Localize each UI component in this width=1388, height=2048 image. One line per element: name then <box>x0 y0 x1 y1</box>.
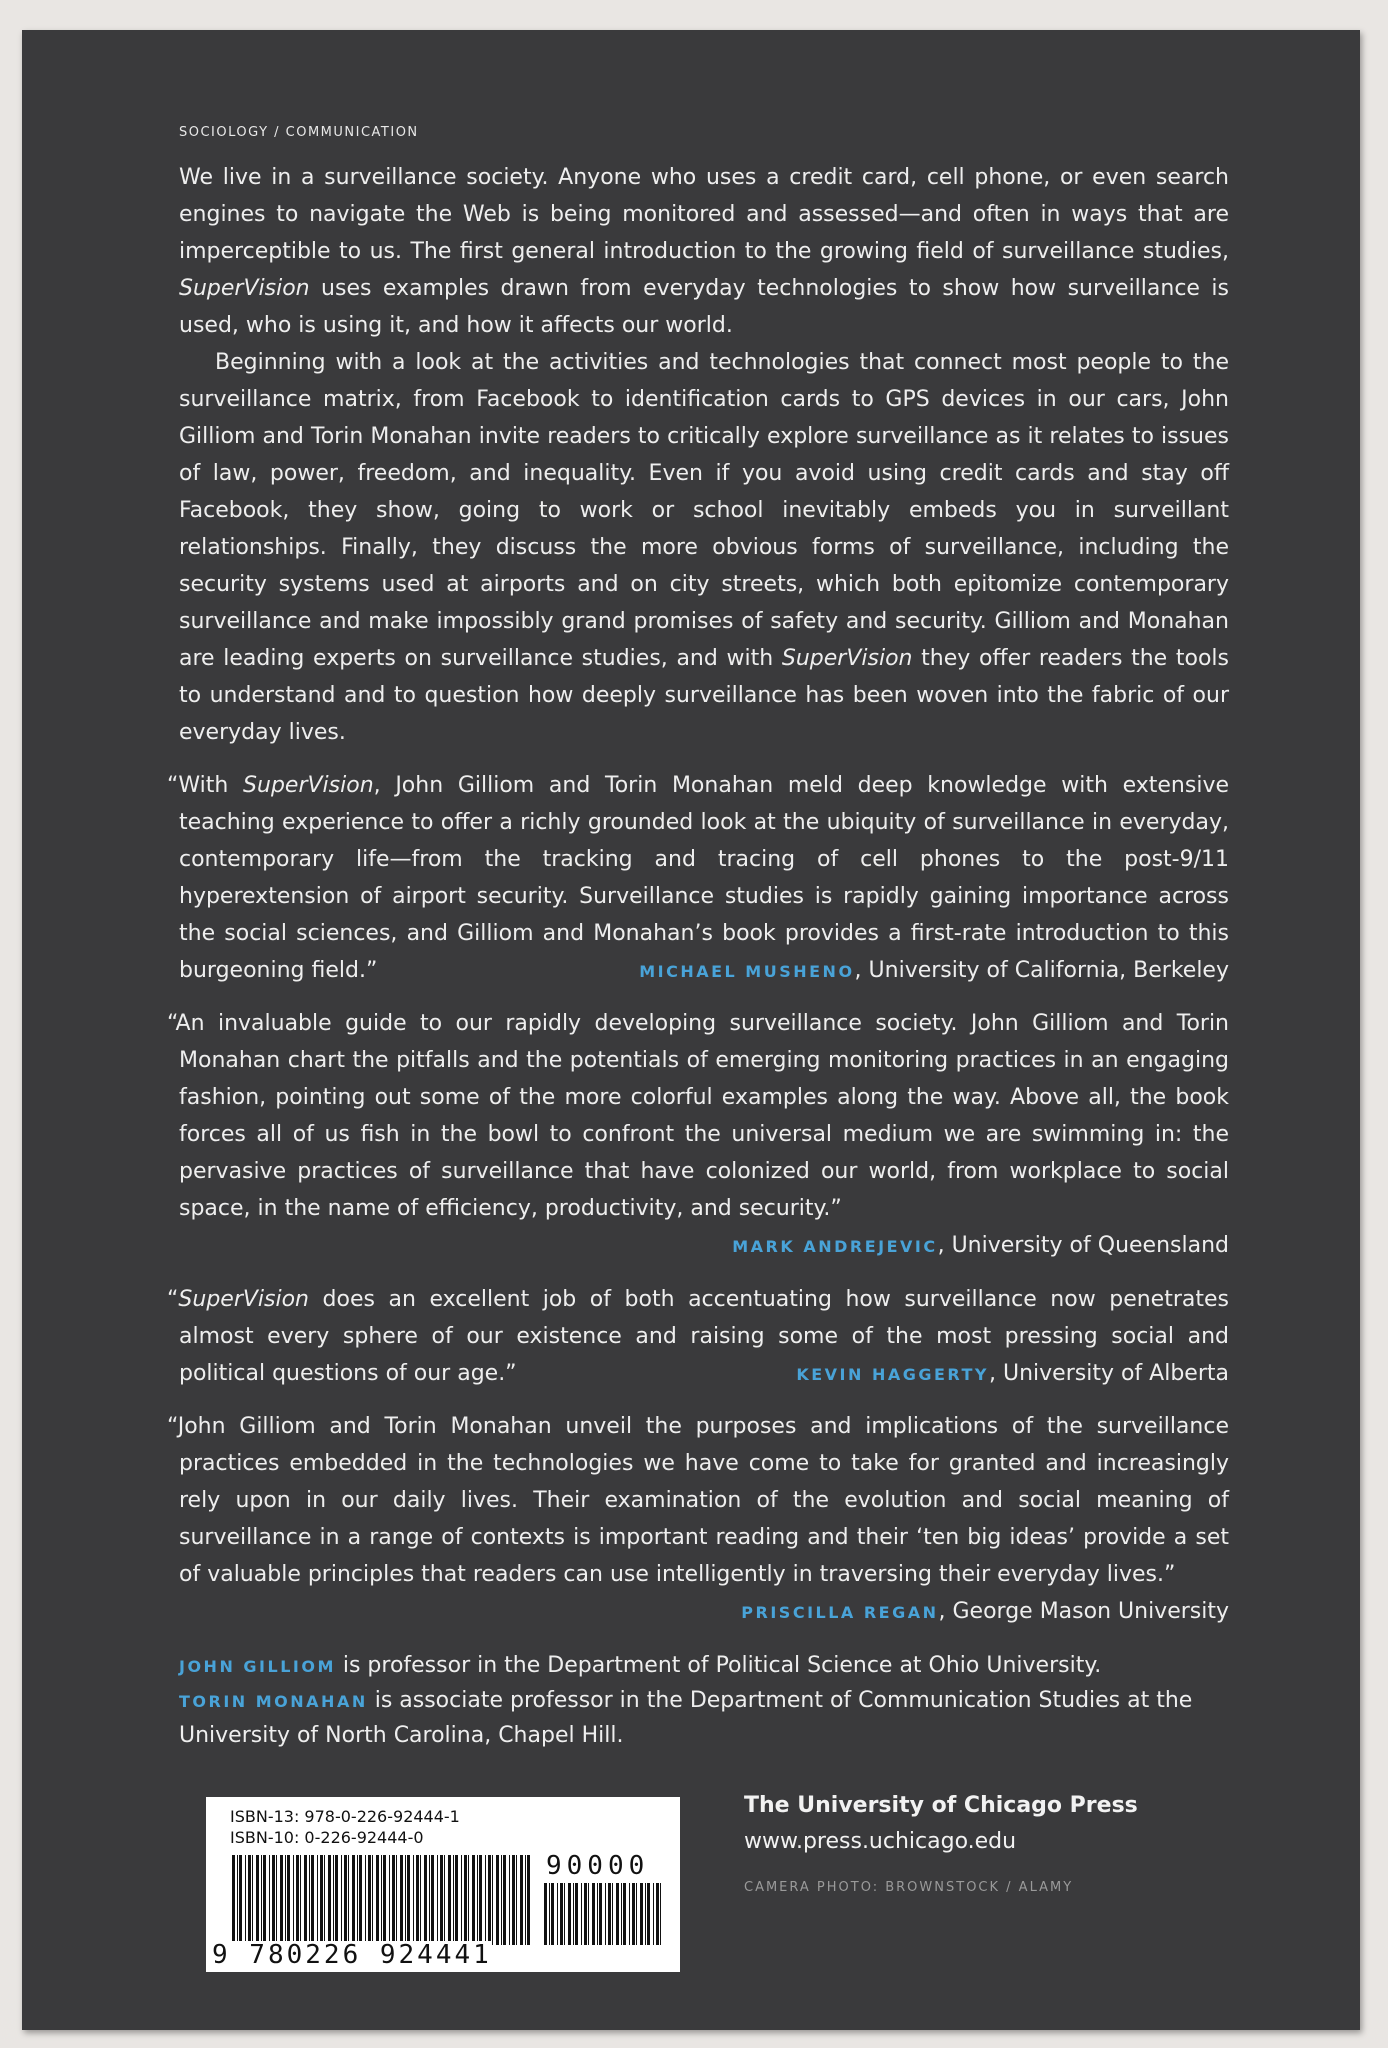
publisher-block <box>744 1788 1138 1860</box>
quote-text: , John Gilliom and Torin Monahan meld deep knowledge with extensive teaching experience to offer a richly grounded look at the ubiquity of surveillance in everyday, contemporary life—from the tracking and tracing of cell phones to the post-9/11 hyperextension of airport security. Surveillance studies is rapidly gaining importance across the social sciences, and Gilliom and Monahan’s book provides a first-rate introduction to this burgeoning field.” <box>179 773 1230 983</box>
endorsement-3 <box>167 1281 1229 1392</box>
endorsement-4 <box>167 1408 1229 1593</box>
endorser-name: MICHAEL MUSHENO <box>639 962 855 981</box>
endorser-name: MARK ANDREJEVIC <box>732 1237 938 1256</box>
book-title: SuperVision <box>179 276 310 301</box>
barcode-number: 9 780226 924441 <box>212 1940 492 1970</box>
publisher-url: www.press.uchicago.edu <box>744 1829 1017 1854</box>
author-bio-text: is associate professor in the Department of Communication Studies at the University of North Carolina, Chapel Hill. <box>179 1688 1193 1748</box>
author-name: TORIN MONAHAN <box>179 1692 368 1711</box>
isbn-10: ISBN-10: 0-226-92444-0 <box>230 1828 424 1847</box>
quote-text: does an excellent job of both accentuating how surveillance now penetrates almost every sphere of our existence and raising some of the most pressing social and political questions of our age.” <box>179 1287 1229 1386</box>
back-cover <box>22 30 1360 2030</box>
endorser-affiliation: , University of Alberta <box>989 1361 1229 1386</box>
author-bio-gilliom <box>179 1649 1229 1684</box>
description-text: Beginning with a look at the activities and technologies that connect most people to the surveillance matrix, from Facebook to identification cards to GPS devices in our cars, John Gilliom and Torin Monahan invite readers to critically explore surveillance as it relates to issues of law, power, freedom, and inequality. Even if you avoid using credit cards and stay off Facebook, they show, going to work or school inevitably embeds you in surveillant relationships. Finally, they discuss the more obvious forms of surveillance, including the security systems used at airports and on city streets, which both epitomize contemporary surveillance and make impossibly grand promises of safety and security. Gilliom and Monahan are leading experts on surveillance studies, and with <box>179 350 1229 671</box>
barcode-bars <box>232 1855 532 1945</box>
endorsement-1 <box>167 767 1230 989</box>
endorsement-2 <box>167 1005 1229 1227</box>
quote-text: “With <box>167 773 244 798</box>
quote-text: “John Gilliom and Torin Monahan unveil the purposes and implications of the surveillance practices embedded in the technologies we have come to take for granted and increasingly rely upon in our daily lives. Their examination of the evolution and social meaning of surveillance in a range of contexts is important reading and their ‘ten big ideas’ provide a set of valuable principles that readers can use intelligently in traversing their everyday lives.” <box>167 1414 1229 1587</box>
cover-text-block <box>167 123 1230 1753</box>
book-title: SuperVision <box>243 773 374 798</box>
book-title: SuperVision <box>178 1287 309 1312</box>
endorser-affiliation: , George Mason University <box>938 1599 1229 1624</box>
author-bios <box>179 1649 1229 1753</box>
endorser-name: PRISCILLA REGAN <box>741 1603 939 1622</box>
publisher-name: The University of Chicago Press <box>744 1793 1138 1818</box>
price-barcode-bars <box>544 1883 664 1945</box>
endorser-attribution <box>639 952 1229 990</box>
endorser-name: KEVIN HAGGERTY <box>796 1365 990 1384</box>
author-name: JOHN GILLIOM <box>179 1657 336 1676</box>
description-paragraph-2 <box>179 344 1229 751</box>
author-bio-monahan <box>179 1684 1229 1753</box>
isbn-barcode <box>206 1797 680 1972</box>
endorser-attribution <box>179 1593 1229 1631</box>
author-bio-text: is professor in the Department of Political Science at Ohio University. <box>335 1653 1102 1678</box>
endorser-affiliation: , University of California, Berkeley <box>854 958 1229 983</box>
endorser-attribution <box>796 1355 1229 1393</box>
description-paragraph-1 <box>179 159 1229 344</box>
quote-text: “ <box>167 1287 179 1312</box>
category-label: SOCIOLOGY / COMMUNICATION <box>179 125 419 140</box>
description-text: We live in a surveillance society. Anyone who uses a credit card, cell phone, or even search engines to navigate the Web is being monitored and assessed—and often in ways that are imperceptible to us. The first general introduction to the growing field of surveillance studies, <box>179 165 1229 264</box>
book-title: SuperVision <box>781 646 913 671</box>
endorser-affiliation: , University of Queensland <box>937 1233 1229 1258</box>
description-text: they offer readers the tools to understand and to question how deeply surveillance has been woven into the fabric of our everyday lives. <box>179 646 1229 745</box>
endorser-attribution <box>179 1227 1229 1265</box>
photo-credit: CAMERA PHOTO: BROWNSTOCK / ALAMY <box>744 1880 1074 1895</box>
price-code: 90000 <box>546 1851 650 1881</box>
isbn-13: ISBN-13: 978-0-226-92444-1 <box>230 1807 460 1826</box>
description-text: uses examples drawn from everyday technologies to show how surveillance is used, who is using it, and how it affects our world. <box>179 276 1229 338</box>
quote-text: “An invaluable guide to our rapidly developing surveillance society. John Gilliom and Torin Monahan chart the pitfalls and the potentials of emerging monitoring practices in an engaging fashion, pointing out some of the more colorful examples along the way. Above all, the book forces all of us fish in the bowl to confront the universal medium we are swimming in: the pervasive practices of surveillance that have colonized our world, from workplace to social space, in the name of efficiency, productivity, and security.” <box>167 1011 1229 1221</box>
